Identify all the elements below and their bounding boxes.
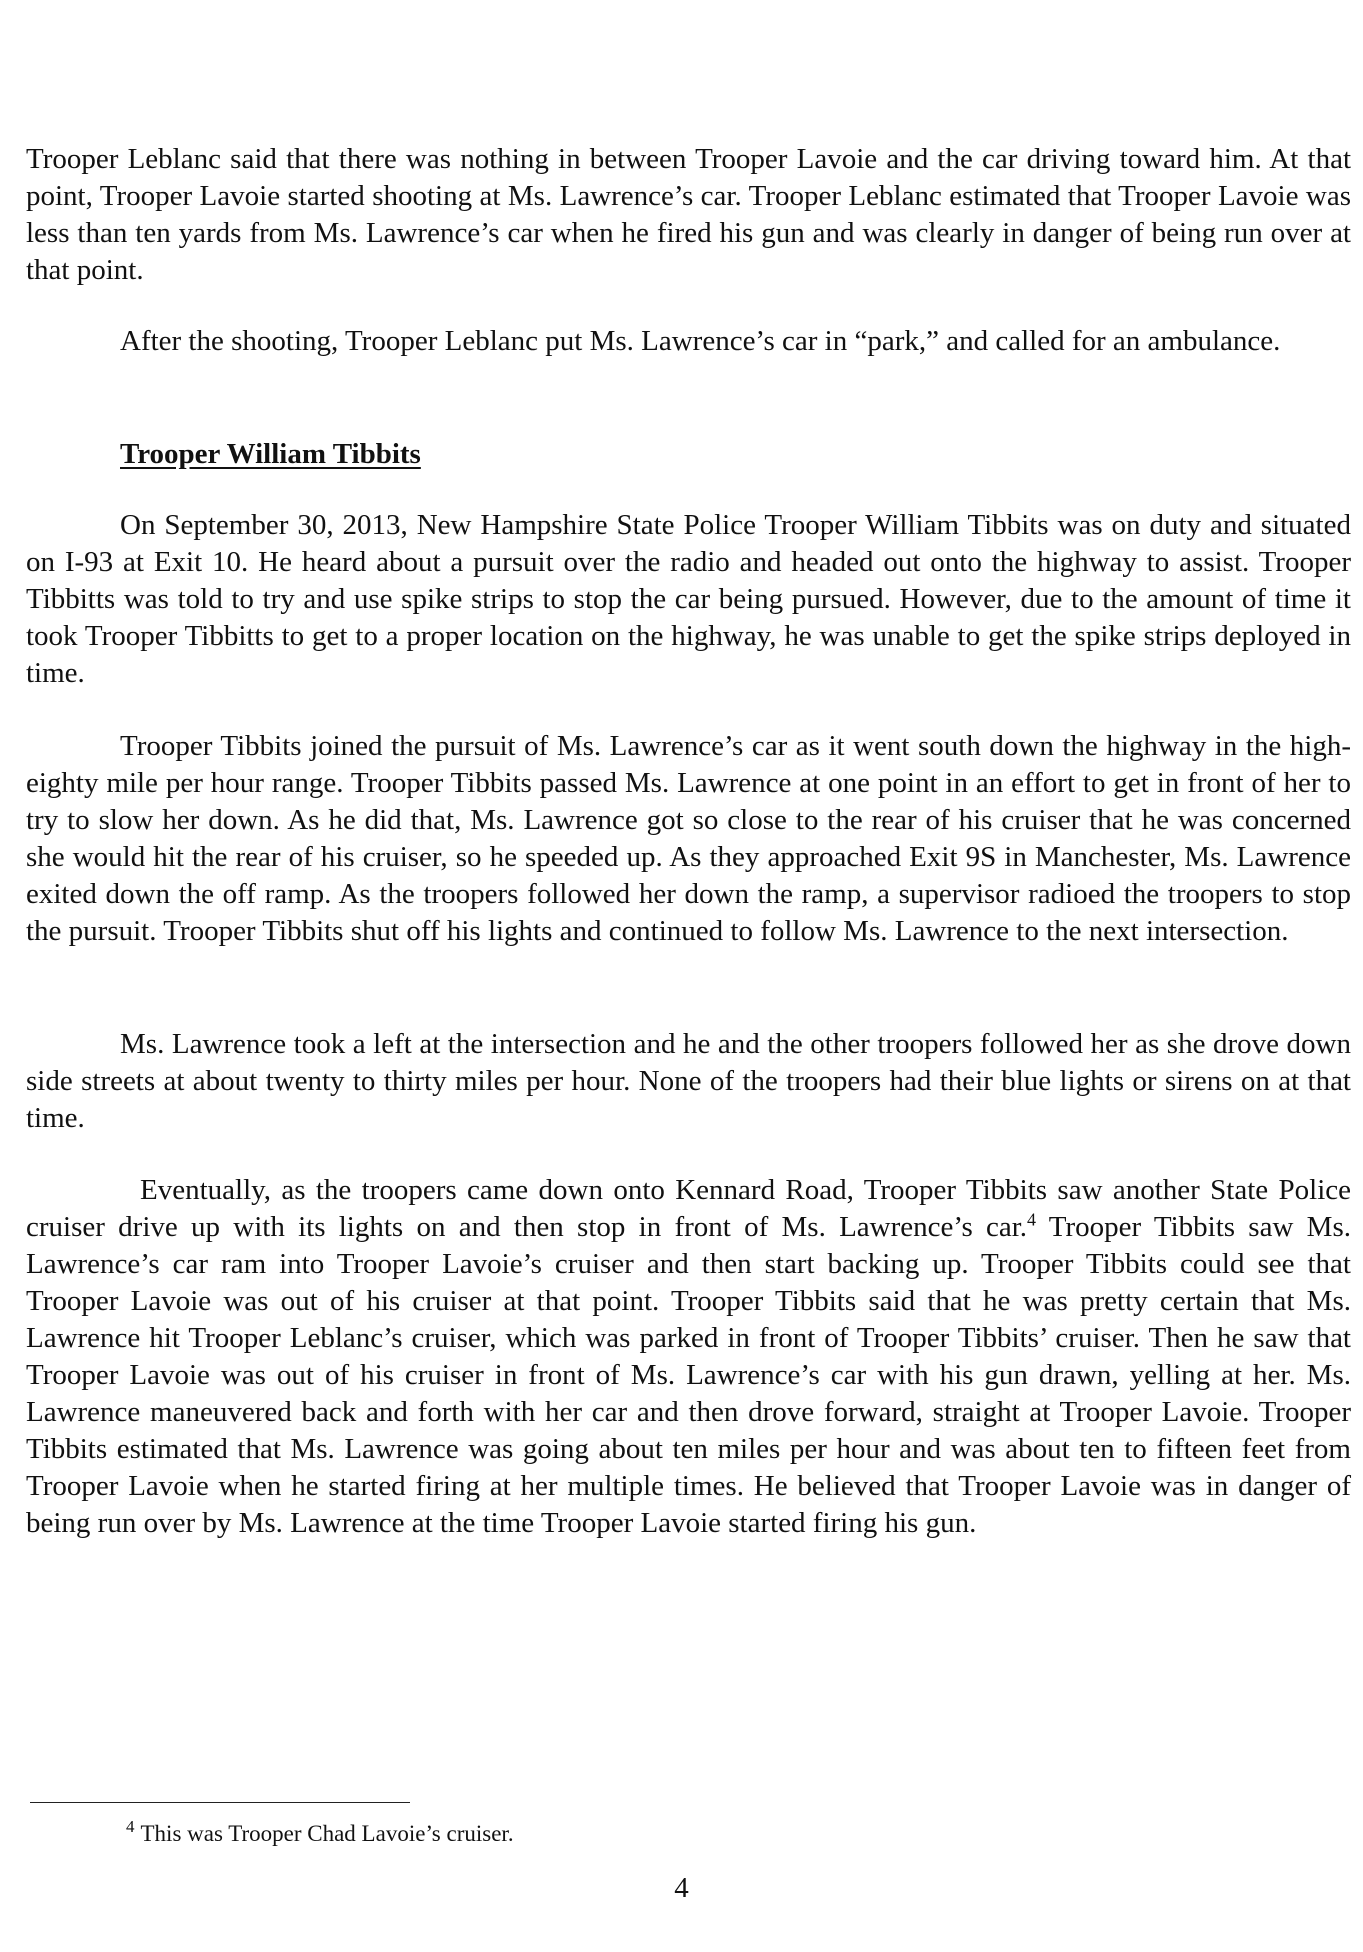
footnote — [126, 1819, 514, 1849]
paragraph-after-shooting: After the shooting, Trooper Leblanc put Ms. Lawrence’s car in “park,” and called for an ambulance. — [120, 325, 1281, 357]
page-number: 4 — [674, 1872, 689, 1904]
section-heading: Trooper William Tibbits — [120, 438, 421, 470]
paragraph-leblanc-shooting: Trooper Leblanc said that there was nothing in between Trooper Lavoie and the car driving toward him. At that point, Trooper Lavoie started shooting at Ms. Lawrence’s car. Trooper Leblanc estimated that Trooper Lavoie was less than ten yards from Ms. Lawrence’s car when he fired his gun and was clearly in danger of being run over at that point. — [26, 143, 1351, 286]
paragraph-tibbits-on-duty: On September 30, 2013, New Hampshire State Police Trooper William Tibbits was on duty and situated on I-93 at Exit 10. He heard about a pursuit over the radio and headed out onto the highway to assist. Trooper Tibbitts was told to try and use spike strips to stop the car being pursued. However, due to the amount of time it took Trooper Tibbitts to get to a proper location on the highway, he was unable to get the spike strips deployed in time. — [26, 509, 1351, 689]
paragraph-kennard-road-part2: Trooper Tibbits saw Ms. Lawrence’s car ram into Trooper Lavoie’s cruiser and then start backing up. Trooper Tibbits could see that Trooper Lavoie was out of his cruiser at that point. Trooper Tibbits said that he was pretty certain that Ms. Lawrence hit Trooper Leblanc’s cruiser, which was parked in front of Trooper Tibbits’ cruiser. Then he saw that Trooper Lavoie was out of his cruiser in front of Ms. Lawrence’s car with his gun drawn, yelling at her. Ms. Lawrence maneuvered back and forth with her car and then drove forward, straight at Trooper Lavoie. Trooper Tibbits estimated that Ms. Lawrence was going about ten miles per hour and was about ten to fifteen feet from Trooper Lavoie when he started firing at her multiple times. He believed that Trooper Lavoie was in danger of being run over by Ms. Lawrence at the time Trooper Lavoie started firing his gun. — [26, 1211, 1351, 1539]
footnote-number: 4 — [126, 1817, 135, 1837]
paragraph-kennard-road-part1: Eventually, as the troopers came down onto Kennard Road, Trooper Tibbits saw another State Police cruiser drive up with its lights on and then stop in front of Ms. Lawrence’s car. — [26, 1174, 1351, 1243]
paragraph-kennard-road — [26, 1172, 1351, 1542]
footnote-divider — [30, 1802, 410, 1803]
footnote-reference: 4 — [1027, 1209, 1037, 1230]
footnote-text: This was Trooper Chad Lavoie’s cruiser. — [140, 1821, 514, 1846]
paragraph-side-streets: Ms. Lawrence took a left at the intersection and he and the other troopers followed her as she drove down side streets at about twenty to thirty miles per hour. None of the troopers had their blue lights or sirens on at that time. — [26, 1028, 1351, 1134]
paragraph-tibbits-pursuit: Trooper Tibbits joined the pursuit of Ms. Lawrence’s car as it went south down the highway in the high-eighty mile per hour range. Trooper Tibbits passed Ms. Lawrence at one point in an effort to get in front of her to try to slow her down. As he did that, Ms. Lawrence got so close to the rear of his cruiser that he was concerned she would hit the rear of his cruiser, so he speeded up. As they approached Exit 9S in Manchester, Ms. Lawrence exited down the off ramp. As the troopers followed her down the ramp, a supervisor radioed the troopers to stop the pursuit. Trooper Tibbits shut off his lights and continued to follow Ms. Lawrence to the next intersection. — [26, 730, 1351, 947]
